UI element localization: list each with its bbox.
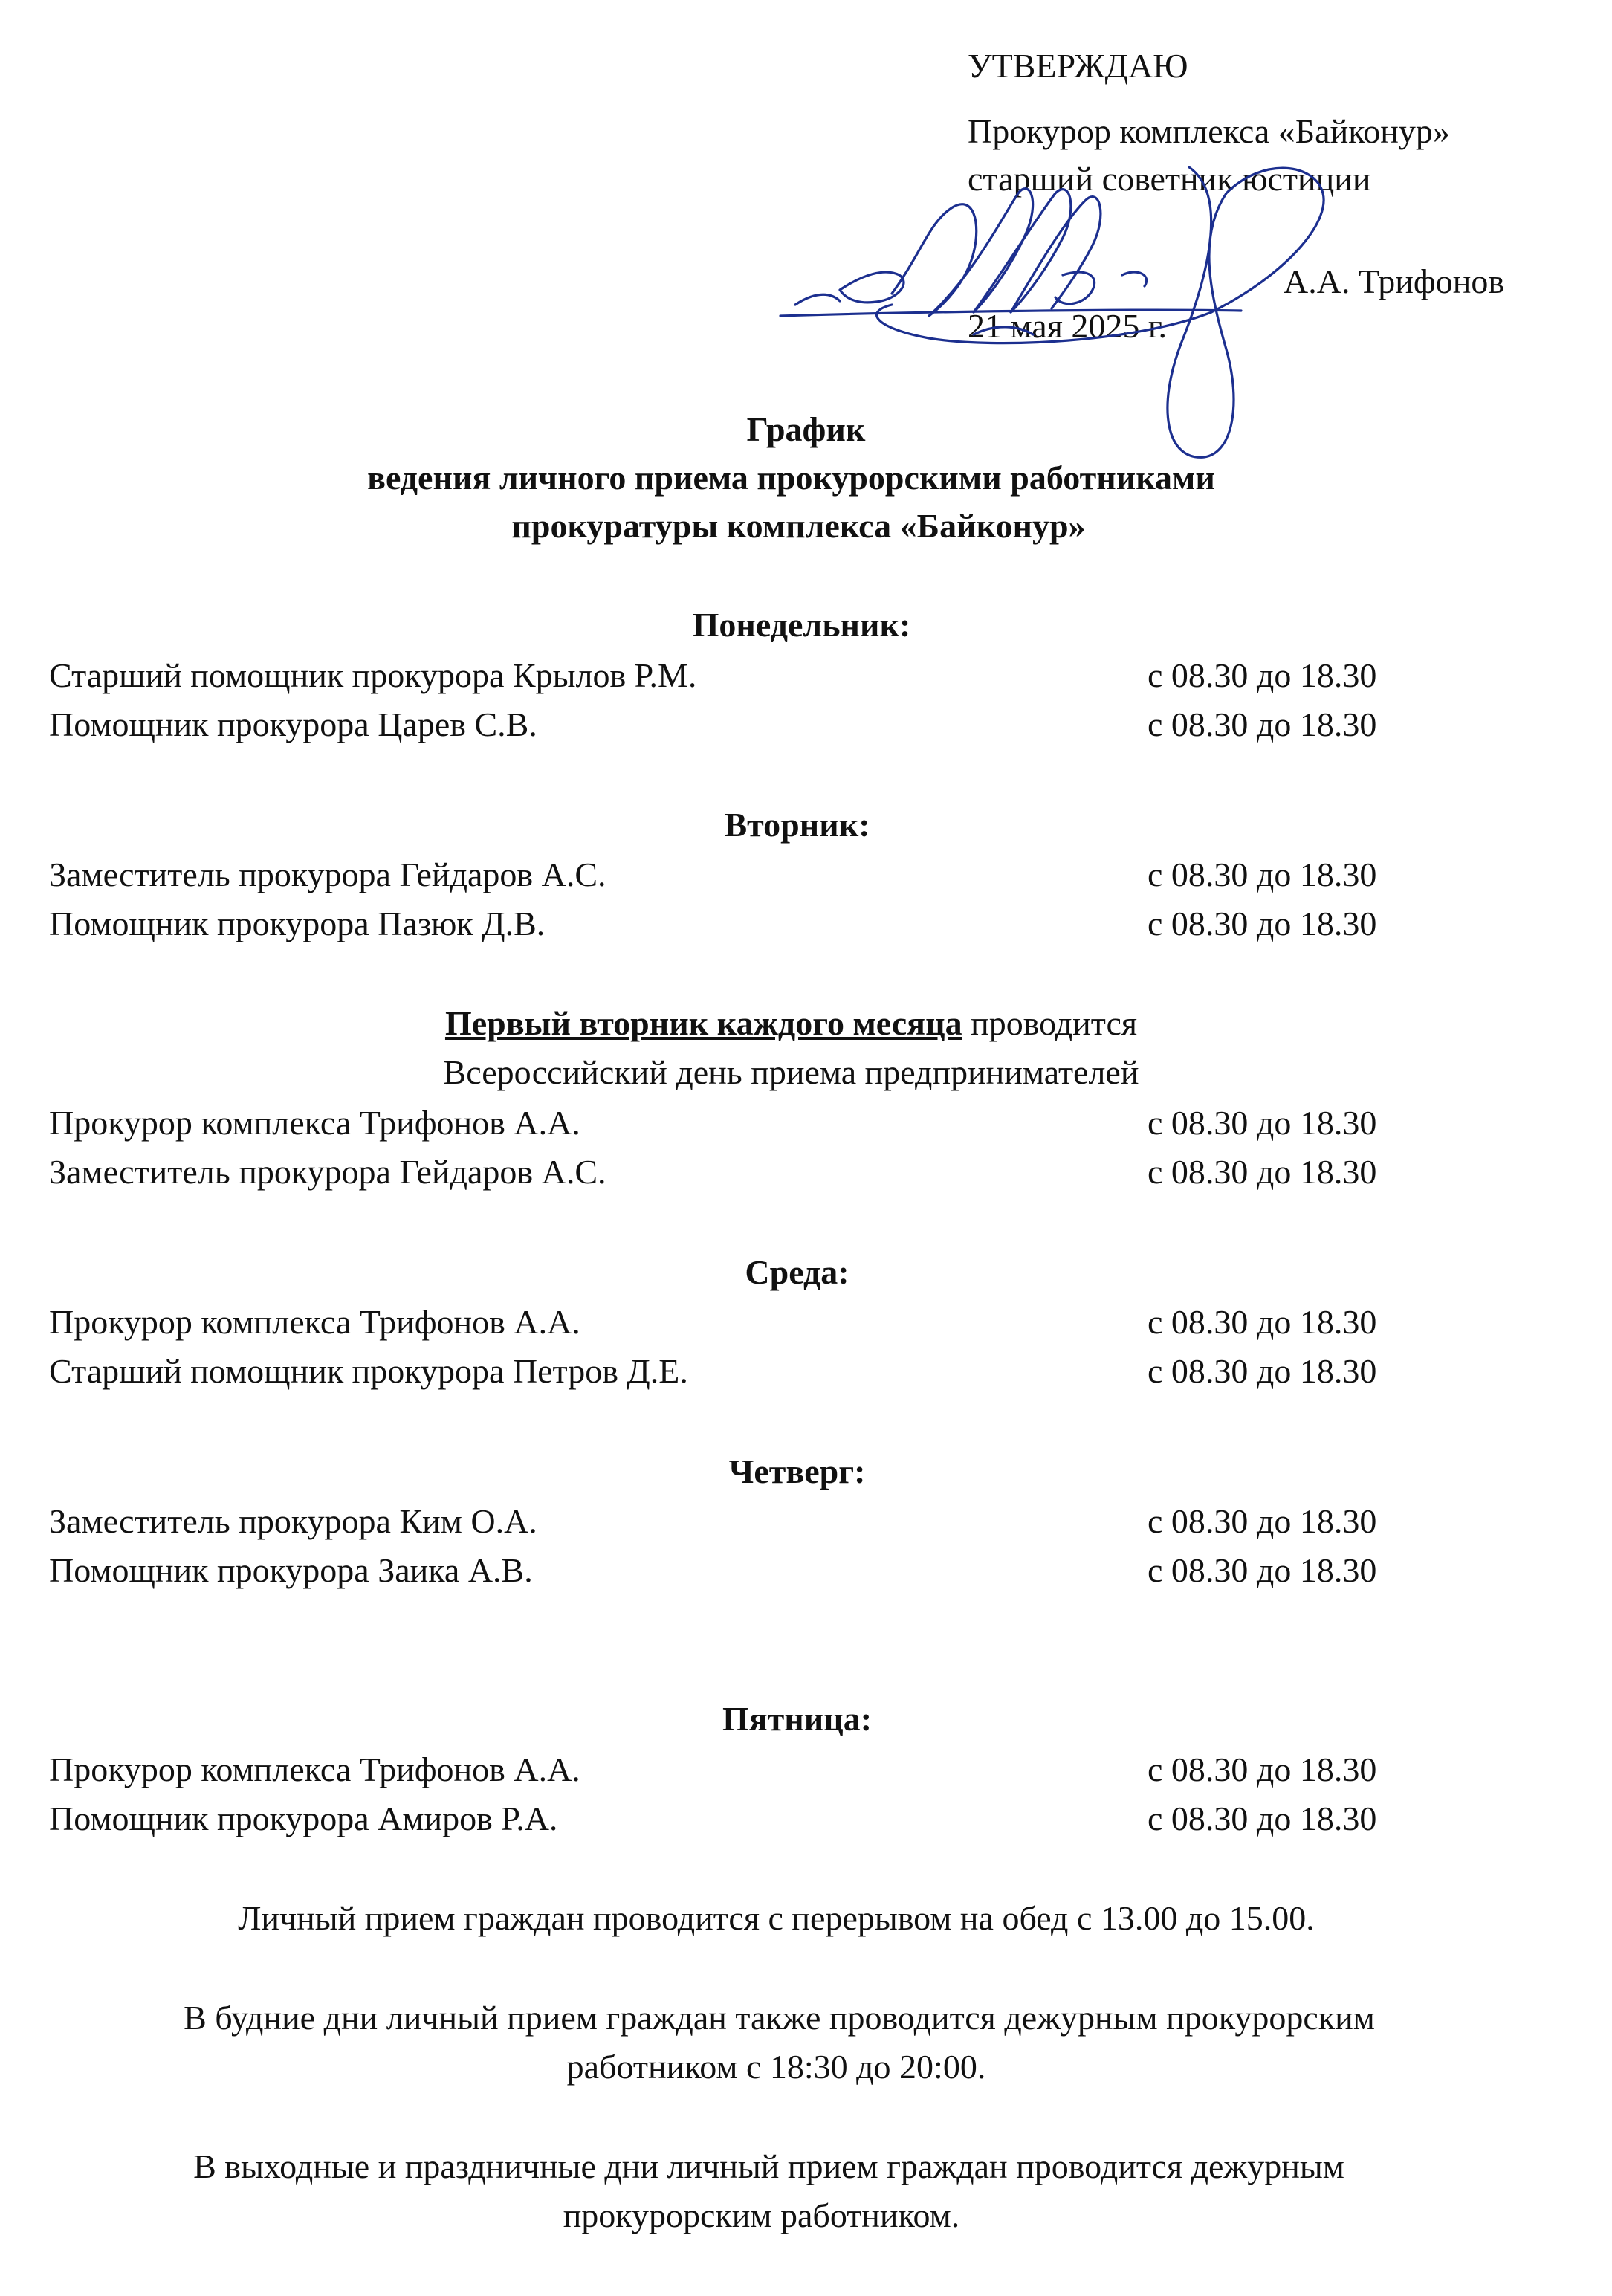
schedule-row: [49, 656, 1461, 703]
reception-hours: с 08.30 до 18.30: [1148, 905, 1377, 942]
first-tuesday-heading: Первый вторник каждого месяца проводится: [444, 1004, 1138, 1042]
schedule-row: [49, 1799, 1461, 1846]
day-heading-tuesday: Вторник:: [724, 806, 870, 844]
staff-name: Помощник прокурора Заика А.В.: [49, 1551, 533, 1589]
staff-name: Прокурор комплекса Трифонов А.А.: [49, 1104, 580, 1142]
reception-hours: с 08.30 до 18.30: [1148, 656, 1377, 694]
schedule-row: [49, 858, 1461, 902]
schedule-row: [49, 1504, 1461, 1549]
staff-name: Прокурор комплекса Трифонов А.А.: [49, 1303, 580, 1341]
schedule-row: [49, 1155, 1461, 1200]
schedule-row: [49, 1305, 1461, 1350]
reception-hours: с 08.30 до 18.30: [1148, 1502, 1377, 1540]
staff-name: Старший помощник прокурора Крылов Р.М.: [49, 656, 697, 694]
day-heading-friday: Пятница:: [722, 1700, 873, 1738]
document-title-line2: ведения личного приема прокурорскими работниками: [367, 459, 1215, 497]
staff-name: Заместитель прокурора Гейдаров А.С.: [49, 856, 606, 893]
schedule-row: [49, 1553, 1461, 1598]
weekday-duty-note-line2: работником с 18:30 до 20:00.: [566, 2048, 986, 2086]
day-heading-monday: Понедельник:: [692, 606, 911, 644]
approval-position: Прокурор комплекса «Байконур»: [968, 112, 1450, 150]
schedule-row: [49, 705, 1461, 752]
staff-name: Помощник прокурора Амиров Р.А.: [49, 1799, 558, 1837]
lunch-break-note: Личный прием граждан проводится с перерывом на обед с 13.00 до 15.00.: [238, 1899, 1315, 1937]
staff-name: Заместитель прокурора Гейдаров А.С.: [49, 1153, 606, 1191]
staff-name: Заместитель прокурора Ким О.А.: [49, 1502, 537, 1540]
reception-hours: с 08.30 до 18.30: [1148, 1799, 1377, 1837]
document-title: График: [746, 410, 866, 448]
approval-date: 21 мая 2025 г.: [968, 307, 1168, 345]
schedule-row: [49, 907, 1461, 951]
schedule-row: [49, 1106, 1461, 1151]
reception-hours: с 08.30 до 18.30: [1148, 1551, 1377, 1589]
staff-name: Прокурор комплекса Трифонов А.А.: [49, 1750, 580, 1788]
reception-hours: с 08.30 до 18.30: [1148, 705, 1377, 743]
schedule-row: [49, 1354, 1461, 1399]
reception-hours: с 08.30 до 18.30: [1148, 856, 1377, 893]
staff-name: Помощник прокурора Пазюк Д.В.: [49, 905, 546, 942]
document-title-line3: прокуратуры комплекса «Байконур»: [511, 507, 1086, 545]
reception-hours: с 08.30 до 18.30: [1148, 1104, 1377, 1142]
approval-rank: старший советник юстиции: [968, 160, 1371, 198]
reception-hours: с 08.30 до 18.30: [1148, 1303, 1377, 1341]
reception-hours: с 08.30 до 18.30: [1148, 1352, 1377, 1390]
reception-hours: с 08.30 до 18.30: [1148, 1153, 1377, 1191]
approval-signer: А.А. Трифонов: [1284, 262, 1505, 300]
weekend-duty-note-line2: прокурорским работником.: [563, 2196, 960, 2234]
schedule-row: [49, 1750, 1461, 1797]
weekend-duty-note-line1: В выходные и праздничные дни личный прием граждан проводится дежурным: [193, 2147, 1344, 2185]
staff-name: Помощник прокурора Царев С.В.: [49, 705, 537, 743]
day-heading-wednesday: Среда:: [745, 1253, 849, 1291]
approval-heading: УТВЕРЖДАЮ: [968, 47, 1188, 85]
reception-hours: с 08.30 до 18.30: [1148, 1750, 1377, 1788]
staff-name: Старший помощник прокурора Петров Д.Е.: [49, 1352, 688, 1390]
weekday-duty-note-line1: В будние дни личный прием граждан также проводится дежурным прокурорским: [184, 1999, 1375, 2037]
day-heading-thursday: Четверг:: [728, 1452, 866, 1490]
first-tuesday-subheading: Всероссийский день приема предпринимателей: [443, 1053, 1139, 1091]
